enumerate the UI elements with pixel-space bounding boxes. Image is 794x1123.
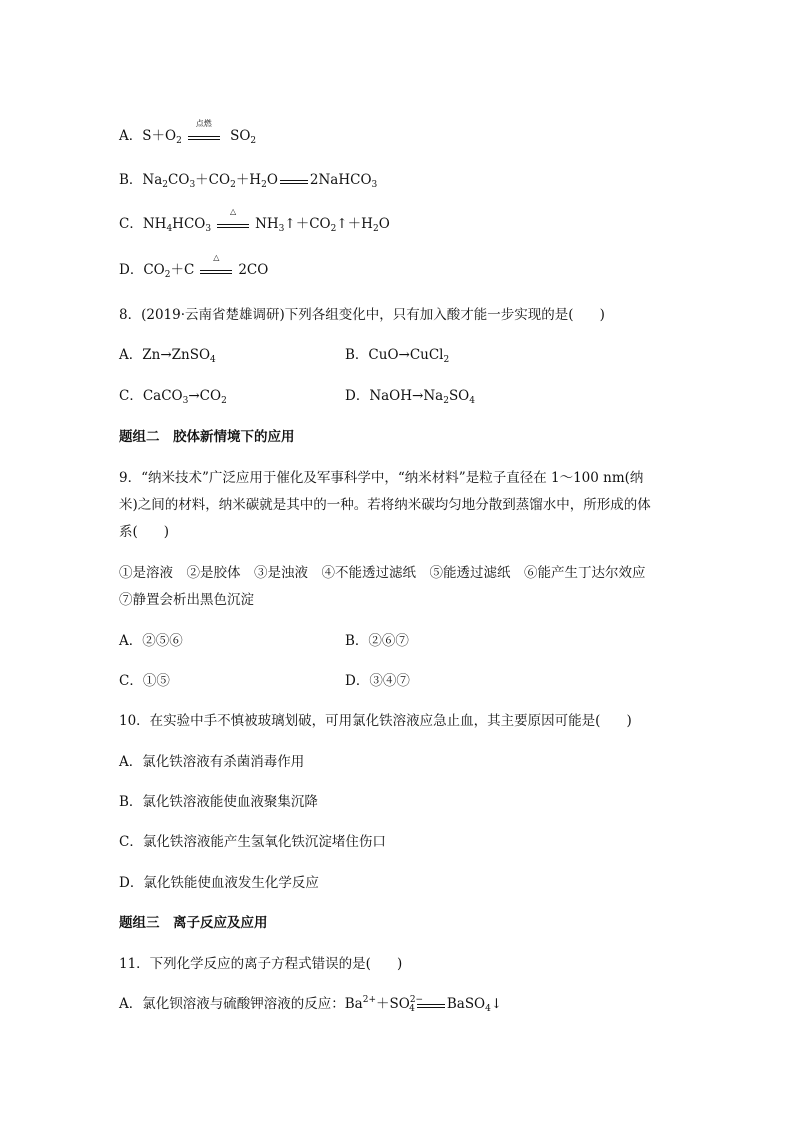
q10-option-c: C．氯化铁溶液能产生氢氧化铁沉淀堵住伤口: [119, 834, 386, 850]
q10-option-b: B．氯化铁溶液能使血液聚集沉降: [119, 794, 318, 810]
q7-option-d: D．$CO_2+C$ △ 2CO: [119, 252, 269, 280]
q9-option-a: A．②⑤⑥: [119, 633, 183, 649]
question-text: 下列各组变化中，只有加入酸才能一步实现的是(: [284, 307, 574, 323]
equation-sign: [417, 995, 445, 1015]
q8-option-b: B．CuO→CuCl$_2$: [345, 347, 450, 365]
q11-option-a: A．氯化钡溶液与硫酸钾溶液的反应：$Ba^{2+}+SO^{2-}_4$ BaSO$_4$↓: [119, 995, 503, 1014]
question-number: 8．: [119, 307, 142, 323]
reaction-condition: △: [230, 206, 237, 216]
q9-option-d: D．③④⑦: [345, 673, 410, 689]
q7-option-c: C．$NH_4HCO_3$ △ $NH_3↑+CO_2↑+H_2O$: [119, 206, 390, 234]
bracket-close: ): [626, 713, 632, 729]
q9-option-c: C．①⑤: [119, 673, 170, 689]
formula-part: SO: [225, 128, 251, 144]
bracket-close: ): [163, 524, 170, 540]
group3-title: 题组三 离子反应及应用: [119, 915, 268, 931]
reaction-condition: △: [213, 252, 220, 262]
option-label: A．: [119, 128, 143, 144]
q11-stem: [119, 954, 402, 974]
q8-option-a: A．Zn→ZnSO$_4$: [119, 347, 216, 365]
q8-option-c: C．$CaCO_3\to CO_2$: [119, 388, 227, 406]
option-label: B．: [119, 172, 143, 188]
bracket-close: ): [396, 956, 403, 972]
question-text: 11．下列化学反应的离子方程式错误的是(: [119, 956, 371, 972]
equation-sign: [188, 118, 220, 147]
q9-line1: 9．“纳米技术”广泛应用于催化及军事科学中，“纳米材料”是粒子直径在 1～100 nm(纳: [119, 470, 644, 486]
q8-option-d: D．$NaOH\to Na_2SO_4$: [345, 388, 475, 406]
q9-statements-1: ①是溶液 ②是胶体 ③是浊液 ④不能透过滤纸 ⑤能透过滤纸 ⑥能产生丁达尔效应: [119, 565, 646, 581]
q9-line3: [119, 522, 169, 542]
q9-line2: 米)之间的材料，纳米碳就是其中的一种。若将纳米碳均匀地分散到蒸馏水中，所形成的体: [119, 497, 651, 513]
q8-stem: [119, 305, 605, 325]
equation-sign: [200, 252, 232, 281]
formula-part: S＋O: [142, 128, 177, 144]
reaction-condition: 点燃: [195, 118, 212, 128]
option-label: D．: [119, 262, 144, 278]
q10-option-a: A．氯化铁溶液有杀菌消毒作用: [119, 754, 305, 770]
group2-title: 题组二 胶体新情境下的应用: [119, 429, 295, 445]
equation-sign: [217, 206, 249, 235]
equation-sign: [280, 171, 308, 191]
q9-statements-2: ⑦静置会析出黑色沉淀: [119, 592, 254, 608]
q9-option-b: B．②⑥⑦: [345, 633, 409, 649]
q7-option-b: B．$Na_2CO_3+CO_2+H_2O$ 2NaHCO$_3$: [119, 172, 378, 190]
question-source: (2019·云南省楚雄调研): [141, 307, 285, 323]
question-text: 系(: [119, 524, 138, 540]
question-text: 10．在实验中手不慎被玻璃划破，可用氯化铁溶液应急止血，其主要原因可能是(: [119, 713, 601, 729]
bracket-close: ): [599, 307, 605, 323]
subscript: 2: [250, 136, 257, 146]
q7-option-a: [119, 118, 257, 147]
subscript: 2: [176, 136, 182, 146]
q10-option-d: D．氯化铁能使血液发生化学反应: [119, 875, 319, 891]
q10-stem: [119, 711, 632, 731]
option-label: C．: [119, 216, 143, 232]
